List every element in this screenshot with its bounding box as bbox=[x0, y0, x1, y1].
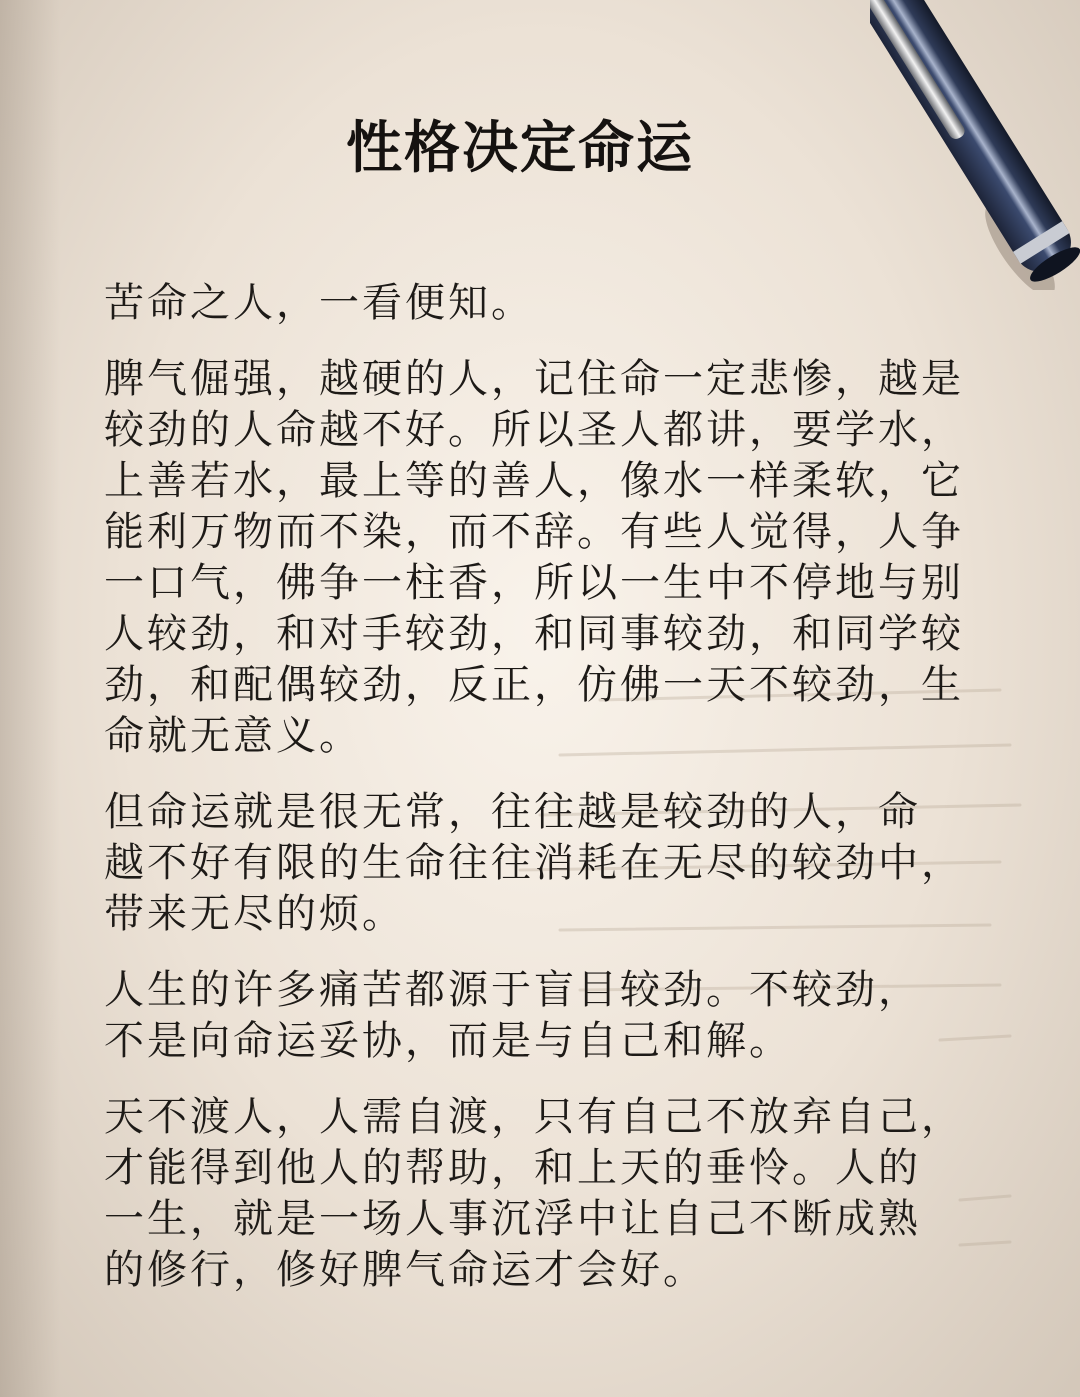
paragraph-2: 脾气倔强，越硬的人，记住命一定悲惨，越是 较劲的人命越不好。所以圣人都讲，要学水， 上善若水，最上等的善人，像水一样柔软，它 能利万物而不染，而不辞。有些人觉得，人争 一口气，佛争一柱香，所以一生中不停地与别 人较劲，和对手较劲，和同事较劲，和同学较 劲，和配偶较劲，反正，仿佛一天不较劲，生 命就无意义。 bbox=[104, 356, 964, 759]
paragraph-3: 但命运就是很无常，往往越是较劲的人，命 越不好有限的生命往往消耗在无尽的较劲中， 带来无尽的烦。 bbox=[104, 789, 964, 937]
paragraph-5: 天不渡人，人需自渡，只有自己不放弃自己， 才能得到他人的帮助，和上天的垂怜。人的 一生，就是一场人事沉浮中让自己不断成熟 的修行，修好脾气命运才会好。 bbox=[104, 1094, 964, 1293]
article-body bbox=[104, 278, 976, 1296]
paragraph-1: 苦命之人，一看便知。 bbox=[104, 280, 534, 326]
page-title: 性格决定命运 bbox=[346, 116, 694, 181]
paragraph-4: 人生的许多痛苦都源于盲目较劲。不较劲， 不是向命运妥协，而是与自己和解。 bbox=[104, 967, 921, 1064]
